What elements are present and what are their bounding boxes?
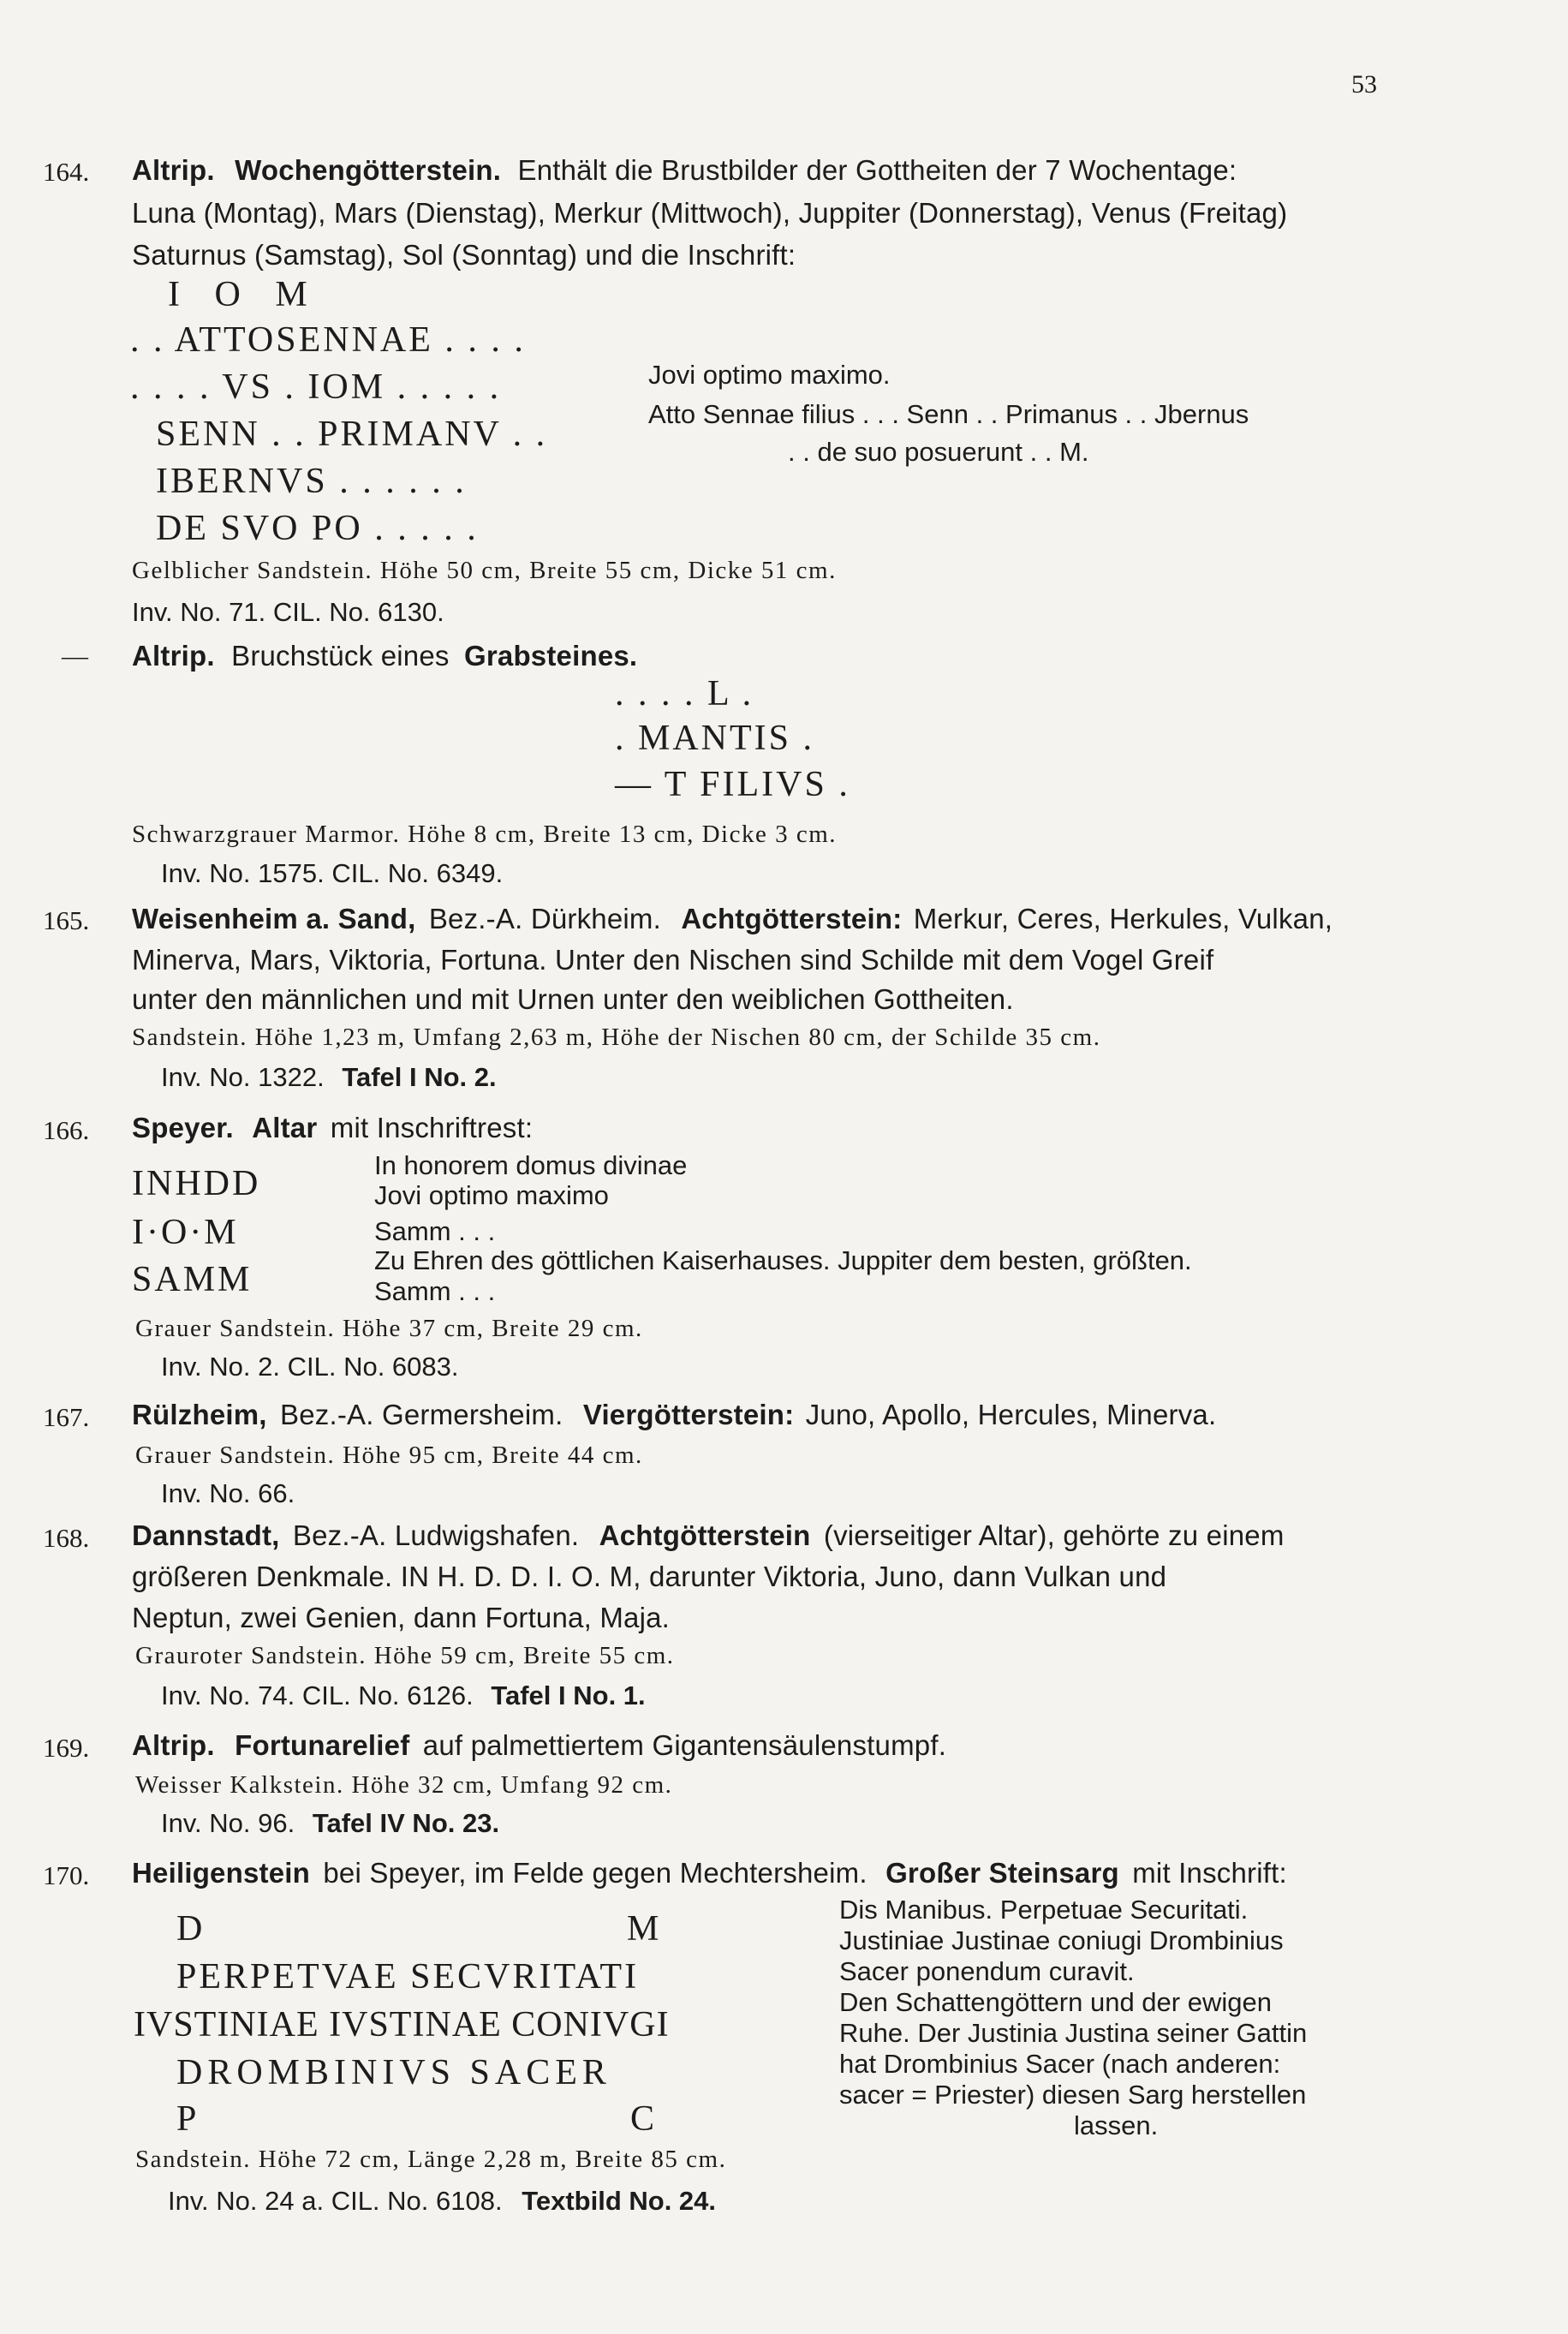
translation-line: Sacer ponendum curavit. [839, 1956, 1135, 1986]
description-text: mit Inschrift: [1132, 1857, 1287, 1889]
inscription-line: M [627, 1909, 662, 1949]
description-text: auf palmettiertem Gigantensäulenstumpf. [422, 1729, 947, 1761]
description-text: Neptun, zwei Genien, dann Fortuna, Maja. [132, 1602, 671, 1633]
material-line: Grauer Sandstein. Höhe 37 cm, Breite 29 cm. [135, 1315, 643, 1342]
description-text: Juno, Apollo, Hercules, Minerva. [805, 1399, 1217, 1430]
plate-reference: Tafel IV No. 23. [312, 1808, 500, 1838]
translation-line: Justiniae Justinae coniugi Drombinius [839, 1925, 1284, 1955]
inventory-number: Inv. No. 96. [161, 1808, 295, 1838]
translation-line: Atto Sennae filius . . . Senn . . Primanus . . Jbernus [648, 399, 1249, 429]
translation-line: Samm . . . [374, 1276, 496, 1306]
description-text: Luna (Montag), Mars (Dienstag), Merkur (Mittwoch), Juppiter (Donnerstag), Venus (Freitag) [132, 197, 1288, 229]
entry-line [132, 1519, 1285, 1552]
inventory-line [161, 1680, 646, 1711]
inventory-line: Inv. No. 66. [161, 1478, 295, 1508]
inscription-line: IBERNVS . . . . . . [156, 462, 467, 501]
inscription-line: INHDD [132, 1164, 261, 1203]
description-text: (vierseitiger Altar), gehörte zu einem [823, 1519, 1285, 1551]
inscription-line: . . ATTOSENNAE . . . . [130, 320, 526, 360]
object-title: Achtgötterstein [599, 1519, 811, 1551]
description-text: Bez.-A. Germersheim. [280, 1399, 563, 1430]
object-title: Viergötterstein: [582, 1399, 795, 1430]
translation-line: In honorem domus divinae [374, 1150, 688, 1180]
inventory-line: Inv. No. 71. CIL. No. 6130. [132, 597, 444, 627]
translation-line: Samm . . . [374, 1216, 496, 1246]
inscription-line: DROMBINIVS SACER [176, 2053, 611, 2092]
object-title: Achtgötterstein: [681, 903, 903, 934]
entry-number: 170. [43, 1860, 90, 1890]
place-name: Altrip. [132, 1729, 215, 1761]
translation-line: . . de suo posuerunt . . M. [788, 437, 1089, 467]
inscription-line: I·O·M [132, 1213, 239, 1252]
object-title: Wochengötterstein. [235, 154, 502, 186]
place-name: Speyer. [132, 1112, 234, 1143]
description-text: bei Speyer, im Felde gegen Mechtersheim. [323, 1857, 867, 1889]
material-line: Grauer Sandstein. Höhe 95 cm, Breite 44 cm. [135, 1442, 643, 1469]
figure-reference: Textbild No. 24. [522, 2186, 717, 2216]
page-number: 53 [1351, 70, 1377, 98]
entry-number: 166. [43, 1115, 90, 1145]
inscription-line: D [176, 1909, 206, 1949]
place-name: Altrip. [132, 640, 215, 672]
entry-number: — [62, 641, 88, 671]
translation-line: Jovi optimo maximo. [648, 360, 891, 390]
description-text: unter den männlichen und mit Urnen unter den weiblichen Gottheiten. [132, 983, 1014, 1015]
object-title: Großer Steinsarg [885, 1857, 1119, 1889]
inventory-line: Inv. No. 1575. CIL. No. 6349. [161, 858, 504, 888]
inventory-number: Inv. No. 24 a. CIL. No. 6108. [168, 2186, 503, 2216]
inventory-line [168, 2186, 716, 2217]
description-text: Bez.-A. Dürkheim. [428, 903, 661, 934]
entry-line [132, 640, 637, 672]
entry-line [132, 1729, 946, 1762]
translation-line: hat Drombinius Sacer (nach anderen: [839, 2049, 1281, 2079]
inventory-line [161, 1062, 497, 1093]
translation-line: sacer = Priester) diesen Sarg herstellen [839, 2080, 1307, 2110]
description-text: mit Inschriftrest: [330, 1112, 534, 1143]
entry-line [132, 1399, 1216, 1431]
material-line: Sandstein. Höhe 72 cm, Länge 2,28 m, Breite 85 cm. [135, 2146, 727, 2173]
description-text: Bez.-A. Ludwigshafen. [292, 1519, 580, 1551]
translation-line: Zu Ehren des göttlichen Kaiserhauses. Juppiter dem besten, größten. [374, 1245, 1192, 1275]
entry-number: 164. [43, 157, 90, 187]
entry-line [132, 1857, 1287, 1889]
inscription-line: . . . . L . [615, 674, 754, 713]
translation-line: Den Schattengöttern und der ewigen [839, 1987, 1272, 2017]
object-title: Grabsteines. [463, 640, 638, 672]
inscription-line: P [176, 2099, 200, 2139]
entry-number: 168. [43, 1523, 90, 1553]
description-text: Minerva, Mars, Viktoria, Fortuna. Unter den Nischen sind Schilde mit dem Vogel Greif [132, 944, 1214, 976]
inventory-number: Inv. No. 74. CIL. No. 6126. [161, 1680, 474, 1710]
material-line: Grauroter Sandstein. Höhe 59 cm, Breite 55 cm. [135, 1642, 675, 1669]
inventory-line [161, 1808, 499, 1839]
inscription-line: . . . . VS . IOM . . . . . [130, 367, 502, 407]
translation-line: Ruhe. Der Justinia Justina seiner Gattin [839, 2018, 1308, 2048]
place-name: Dannstadt, [132, 1519, 280, 1551]
entry-number: 169. [43, 1733, 90, 1763]
translation-line: lassen. [1074, 2110, 1159, 2140]
place-name: Weisenheim a. Sand, [132, 903, 416, 934]
inscription-line: IVSTINIAE IVSTINAE CONIVGI [134, 2005, 670, 2044]
description-text: Bruchstück eines [231, 640, 450, 672]
object-title: Fortunarelief [235, 1729, 410, 1761]
description-text: Saturnus (Samstag), Sol (Sonntag) und die Inschrift: [132, 239, 796, 271]
description-text: Enthält die Brustbilder der Gottheiten der 7 Wochentage: [517, 154, 1237, 186]
inscription-line: PERPETVAE SECVRITATI [176, 1957, 640, 1997]
object-title: Altar [252, 1112, 318, 1143]
entry-line [132, 903, 1333, 935]
translation-line: Jovi optimo maximo [374, 1180, 609, 1210]
description-text: größeren Denkmale. IN H. D. D. I. O. M, darunter Viktoria, Juno, dann Vulkan und [132, 1561, 1167, 1592]
place-name: Heiligenstein [132, 1857, 310, 1889]
inscription-line: I O M [168, 275, 310, 314]
entry-number: 165. [43, 905, 90, 935]
inventory-line: Inv. No. 2. CIL. No. 6083. [161, 1352, 459, 1382]
plate-reference: Tafel I No. 2. [342, 1062, 497, 1092]
entry-number: 167. [43, 1402, 90, 1432]
plate-reference: Tafel I No. 1. [491, 1680, 646, 1710]
inventory-number: Inv. No. 1322. [161, 1062, 325, 1092]
inscription-line: C [630, 2099, 658, 2139]
entry-line [132, 154, 1237, 187]
description-text: Merkur, Ceres, Herkules, Vulkan, [913, 903, 1333, 934]
material-line: Schwarzgrauer Marmor. Höhe 8 cm, Breite 13 cm, Dicke 3 cm. [132, 821, 838, 848]
place-name: Rülzheim, [132, 1399, 267, 1430]
translation-line: Dis Manibus. Perpetuae Securitati. [839, 1895, 1249, 1925]
entry-line [132, 1112, 533, 1144]
material-line: Weisser Kalkstein. Höhe 32 cm, Umfang 92 cm. [135, 1771, 673, 1799]
inscription-line: DE SVO PO . . . . . [156, 509, 479, 548]
inscription-line: . MANTIS . [615, 719, 815, 758]
material-line: Sandstein. Höhe 1,23 m, Umfang 2,63 m, Höhe der Nischen 80 cm, der Schilde 35 cm. [132, 1024, 1101, 1051]
material-line: Gelblicher Sandstein. Höhe 50 cm, Breite 55 cm, Dicke 51 cm. [132, 557, 837, 584]
inscription-line: SENN . . PRIMANV . . [156, 415, 548, 454]
inscription-line: — T FILIVS . [615, 765, 850, 804]
inscription-line: SAMM [132, 1260, 253, 1299]
place-name: Altrip. [132, 154, 215, 186]
